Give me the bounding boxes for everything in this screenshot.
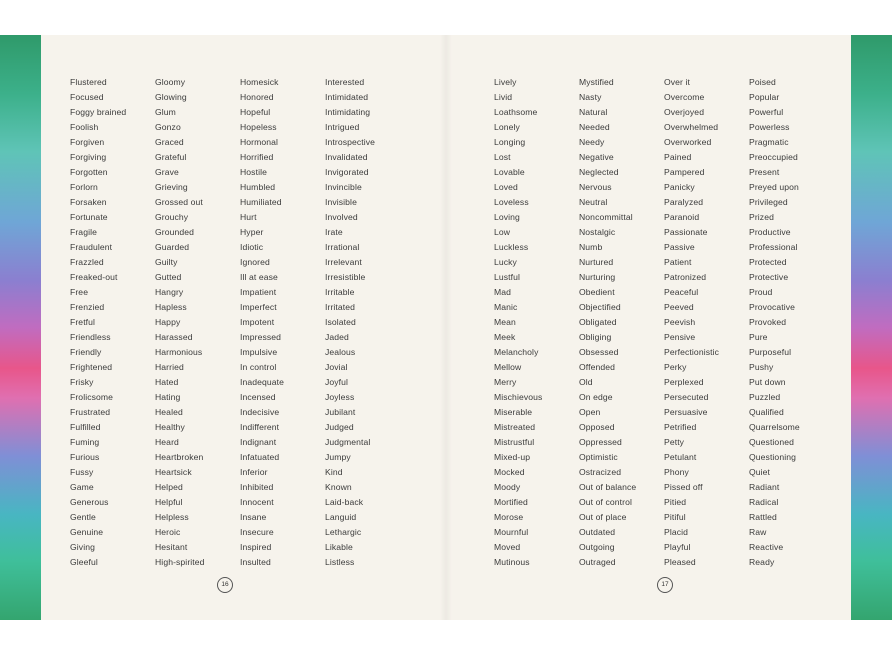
word-item: Jaded — [325, 332, 349, 342]
word-item: Needed — [579, 122, 610, 132]
word-item: Natural — [579, 107, 608, 117]
word-item: Jumpy — [325, 452, 351, 462]
word-item: Petrified — [664, 422, 697, 432]
right-page-column-3 — [664, 75, 754, 570]
word-item: Proud — [749, 287, 773, 297]
word-item: Harassed — [155, 332, 193, 342]
word-item: Lively — [494, 77, 517, 87]
left-page-column-2 — [155, 75, 245, 570]
word-item: Nurtured — [579, 257, 614, 267]
word-item: Optimistic — [579, 452, 618, 462]
word-item: Invigorated — [325, 167, 369, 177]
word-item: Lethargic — [325, 527, 362, 537]
word-item: Present — [749, 167, 780, 177]
word-item: Gloomy — [155, 77, 186, 87]
word-item: Heartbroken — [155, 452, 204, 462]
word-item: Old — [579, 377, 593, 387]
word-item: Nervous — [579, 182, 612, 192]
word-item: Over it — [664, 77, 691, 87]
word-item: Lost — [494, 152, 511, 162]
word-item: Radical — [749, 497, 779, 507]
word-item: Honored — [240, 92, 274, 102]
word-item: Overwhelmed — [664, 122, 719, 132]
word-item: Outdated — [579, 527, 616, 537]
word-item: Privileged — [749, 197, 788, 207]
word-item: Gleeful — [70, 557, 98, 567]
word-item: Loving — [494, 212, 520, 222]
word-item: Grateful — [155, 152, 187, 162]
word-item: Puzzled — [749, 392, 781, 402]
word-item: Outraged — [579, 557, 616, 567]
word-item: Impulsive — [240, 347, 278, 357]
word-item: Fulfilled — [70, 422, 101, 432]
word-item: Frolicsome — [70, 392, 114, 402]
word-item: Ready — [749, 557, 775, 567]
word-item: Persuasive — [664, 407, 708, 417]
word-item: Idiotic — [240, 242, 264, 252]
word-item: Hating — [155, 392, 181, 402]
word-item: Hostile — [240, 167, 267, 177]
word-item: Neglected — [579, 167, 619, 177]
word-item: Giving — [70, 542, 95, 552]
word-item: Pure — [749, 332, 768, 342]
word-item: Fragile — [70, 227, 97, 237]
book-spread — [0, 35, 892, 620]
word-item: Generous — [70, 497, 109, 507]
word-item: Put down — [749, 377, 786, 387]
word-item: Ignored — [240, 257, 270, 267]
word-item: Insecure — [240, 527, 274, 537]
word-item: Gentle — [70, 512, 96, 522]
word-item: Pragmatic — [749, 137, 789, 147]
word-item: Inferior — [240, 467, 268, 477]
word-item: Irate — [325, 227, 343, 237]
left-page-column-3 — [240, 75, 330, 570]
word-item: Grossed out — [155, 197, 203, 207]
word-item: Popular — [749, 92, 780, 102]
word-item: Professional — [749, 242, 798, 252]
word-item: Helpful — [155, 497, 183, 507]
word-item: Powerless — [749, 122, 790, 132]
word-item: Game — [70, 482, 94, 492]
word-item: Rattled — [749, 512, 777, 522]
word-item: Noncommittal — [579, 212, 633, 222]
word-item: Introspective — [325, 137, 376, 147]
word-item: Preoccupied — [749, 152, 798, 162]
word-item: Hyper — [240, 227, 264, 237]
word-item: Heroic — [155, 527, 181, 537]
word-item: Productive — [749, 227, 791, 237]
word-item: Imperfect — [240, 302, 277, 312]
word-item: Laid-back — [325, 497, 364, 507]
word-item: Frenzied — [70, 302, 105, 312]
word-item: Focused — [70, 92, 104, 102]
word-item: Nasty — [579, 92, 602, 102]
word-item: Opposed — [579, 422, 615, 432]
word-item: Isolated — [325, 317, 356, 327]
word-item: Friendly — [70, 347, 102, 357]
word-item: Hormonal — [240, 137, 279, 147]
word-item: Grave — [155, 167, 179, 177]
word-item: Moved — [494, 542, 521, 552]
word-item: Pensive — [664, 332, 696, 342]
word-item: Glowing — [155, 92, 187, 102]
word-item: Paralyzed — [664, 197, 704, 207]
word-item: Ostracized — [579, 467, 622, 477]
word-item: Joyless — [325, 392, 355, 402]
word-item: Perplexed — [664, 377, 704, 387]
word-item: Panicky — [664, 182, 695, 192]
word-item: Melancholy — [494, 347, 539, 357]
word-item: Pitiful — [664, 512, 686, 522]
word-item: Interested — [325, 77, 365, 87]
word-item: Irritable — [325, 287, 355, 297]
word-item: Lonely — [494, 122, 520, 132]
word-item: Mystified — [579, 77, 614, 87]
word-item: Fortunate — [70, 212, 108, 222]
word-item: Lucky — [494, 257, 517, 267]
word-item: Miserable — [494, 407, 533, 417]
left-page-column-4 — [325, 75, 415, 570]
word-item: Foggy brained — [70, 107, 127, 117]
word-item: Mistrustful — [494, 437, 535, 447]
word-item: Flustered — [70, 77, 107, 87]
word-item: Provocative — [749, 302, 795, 312]
word-item: Mistreated — [494, 422, 536, 432]
word-item: Perky — [664, 362, 687, 372]
word-item: Pampered — [664, 167, 705, 177]
word-item: Radiant — [749, 482, 780, 492]
word-item: Hangry — [155, 287, 184, 297]
word-item: On edge — [579, 392, 613, 402]
word-item: Out of place — [579, 512, 627, 522]
right-page-column-4 — [749, 75, 839, 570]
word-item: Jovial — [325, 362, 348, 372]
word-item: Grounded — [155, 227, 195, 237]
word-item: Obedient — [579, 287, 615, 297]
word-item: Grouchy — [155, 212, 189, 222]
word-item: Judgmental — [325, 437, 371, 447]
word-item: Forgiven — [70, 137, 105, 147]
word-item: Heartsick — [155, 467, 192, 477]
word-item: Mean — [494, 317, 516, 327]
word-item: Poised — [749, 77, 776, 87]
word-item: Mad — [494, 287, 512, 297]
word-item: Insane — [240, 512, 267, 522]
word-item: Happy — [155, 317, 181, 327]
word-item: Morose — [494, 512, 524, 522]
word-item: Manic — [494, 302, 518, 312]
word-item: Pissed off — [664, 482, 703, 492]
word-item: Furious — [70, 452, 100, 462]
word-item: Raw — [749, 527, 767, 537]
word-item: Protected — [749, 257, 787, 267]
word-item: In control — [240, 362, 277, 372]
word-item: Innocent — [240, 497, 274, 507]
word-item: Irrelevant — [325, 257, 362, 267]
word-item: Forsaken — [70, 197, 107, 207]
book-gutter — [440, 35, 452, 620]
word-item: Freaked-out — [70, 272, 118, 282]
word-item: Mocked — [494, 467, 525, 477]
word-item: Low — [494, 227, 511, 237]
left-page-column-1 — [70, 75, 160, 570]
word-item: Questioning — [749, 452, 796, 462]
word-item: Pushy — [749, 362, 774, 372]
word-item: Frisky — [70, 377, 94, 387]
word-item: Forgiving — [70, 152, 107, 162]
word-item: Needy — [579, 137, 605, 147]
word-item: Jubilant — [325, 407, 356, 417]
word-item: Hesitant — [155, 542, 188, 552]
word-item: Nurturing — [579, 272, 616, 282]
right-page-column-1 — [494, 75, 584, 570]
word-item: Quiet — [749, 467, 771, 477]
word-item: Joyful — [325, 377, 349, 387]
word-item: Graced — [155, 137, 184, 147]
word-item: Petulant — [664, 452, 697, 462]
word-item: Pitied — [664, 497, 687, 507]
word-item: Powerful — [749, 107, 784, 117]
left-page-number: 16 — [217, 577, 233, 593]
word-item: Involved — [325, 212, 358, 222]
word-item: Mischievous — [494, 392, 543, 402]
word-item: Longing — [494, 137, 526, 147]
word-item: Obsessed — [579, 347, 619, 357]
word-item: Moody — [494, 482, 521, 492]
word-item: Obliging — [579, 332, 612, 342]
word-item: Frustrated — [70, 407, 111, 417]
word-item: Homesick — [240, 77, 279, 87]
word-item: Questioned — [749, 437, 794, 447]
word-item: Harmonious — [155, 347, 203, 357]
word-item: Outgoing — [579, 542, 615, 552]
word-item: Intimidated — [325, 92, 369, 102]
word-item: Persecuted — [664, 392, 709, 402]
word-item: Impatient — [240, 287, 277, 297]
word-item: High-spirited — [155, 557, 205, 567]
word-item: Frazzled — [70, 257, 104, 267]
word-item: Overcome — [664, 92, 705, 102]
word-item: Heard — [155, 437, 179, 447]
word-item: Obligated — [579, 317, 617, 327]
word-item: Overworked — [664, 137, 712, 147]
word-item: Mixed-up — [494, 452, 531, 462]
word-item: Out of balance — [579, 482, 637, 492]
word-item: Mellow — [494, 362, 522, 372]
word-item: Luckless — [494, 242, 529, 252]
word-item: Languid — [325, 512, 357, 522]
word-item: Protective — [749, 272, 789, 282]
word-item: Petty — [664, 437, 685, 447]
word-item: Hopeless — [240, 122, 277, 132]
word-item: Paranoid — [664, 212, 700, 222]
word-item: Loathsome — [494, 107, 538, 117]
word-item: Mutinous — [494, 557, 530, 567]
word-item: Humbled — [240, 182, 276, 192]
word-item: Negative — [579, 152, 614, 162]
word-item: Numb — [579, 242, 603, 252]
word-item: Overjoyed — [664, 107, 705, 117]
word-item: Grieving — [155, 182, 188, 192]
word-item: Forlorn — [70, 182, 98, 192]
word-item: Horrified — [240, 152, 274, 162]
word-item: Invalidated — [325, 152, 368, 162]
word-item: Lovable — [494, 167, 525, 177]
word-item: Kind — [325, 467, 343, 477]
word-item: Patronized — [664, 272, 707, 282]
right-watercolor-edge — [851, 35, 892, 620]
word-item: Oppressed — [579, 437, 622, 447]
word-item: Fretful — [70, 317, 96, 327]
word-item: Indecisive — [240, 407, 280, 417]
word-item: Pleased — [664, 557, 696, 567]
word-item: Jealous — [325, 347, 356, 357]
word-item: Gonzo — [155, 122, 181, 132]
word-item: Irresistible — [325, 272, 366, 282]
word-item: Indifferent — [240, 422, 280, 432]
word-item: Loveless — [494, 197, 529, 207]
word-item: Humiliated — [240, 197, 282, 207]
word-item: Intrigued — [325, 122, 360, 132]
word-item: Irritated — [325, 302, 356, 312]
word-item: Mortified — [494, 497, 528, 507]
word-item: Glum — [155, 107, 176, 117]
word-item: Listless — [325, 557, 355, 567]
word-item: Genuine — [70, 527, 104, 537]
word-item: Hapless — [155, 302, 187, 312]
word-item: Hopeful — [240, 107, 271, 117]
word-item: Inspired — [240, 542, 272, 552]
word-item: Fraudulent — [70, 242, 113, 252]
word-item: Hurt — [240, 212, 257, 222]
word-item: Playful — [664, 542, 691, 552]
word-item: Peeved — [664, 302, 694, 312]
word-item: Healthy — [155, 422, 185, 432]
word-item: Ill at ease — [240, 272, 278, 282]
word-item: Guarded — [155, 242, 190, 252]
word-item: Phony — [664, 467, 689, 477]
word-item: Healed — [155, 407, 183, 417]
word-item: Peaceful — [664, 287, 699, 297]
word-item: Impotent — [240, 317, 275, 327]
word-item: Passionate — [664, 227, 708, 237]
word-item: Qualified — [749, 407, 784, 417]
word-item: Merry — [494, 377, 517, 387]
word-item: Incensed — [240, 392, 276, 402]
word-item: Impressed — [240, 332, 282, 342]
right-page-number: 17 — [657, 577, 673, 593]
word-item: Nostalgic — [579, 227, 616, 237]
word-item: Fuming — [70, 437, 100, 447]
word-item: Perfectionistic — [664, 347, 719, 357]
word-item: Provoked — [749, 317, 787, 327]
word-item: Frightened — [70, 362, 113, 372]
word-item: Foolish — [70, 122, 99, 132]
word-item: Free — [70, 287, 89, 297]
word-item: Objectified — [579, 302, 621, 312]
word-item: Meek — [494, 332, 516, 342]
word-item: Helpless — [155, 512, 189, 522]
word-item: Inhibited — [240, 482, 274, 492]
word-item: Prized — [749, 212, 774, 222]
word-item: Mournful — [494, 527, 529, 537]
word-item: Intimidating — [325, 107, 371, 117]
word-item: Infatuated — [240, 452, 280, 462]
word-item: Loved — [494, 182, 518, 192]
word-item: Gutted — [155, 272, 182, 282]
word-item: Livid — [494, 92, 513, 102]
word-item: Lustful — [494, 272, 521, 282]
word-item: Fussy — [70, 467, 94, 477]
word-item: Judged — [325, 422, 354, 432]
word-item: Neutral — [579, 197, 608, 207]
word-item: Invisible — [325, 197, 357, 207]
word-item: Preyed upon — [749, 182, 799, 192]
word-item: Pained — [664, 152, 692, 162]
word-item: Guilty — [155, 257, 178, 267]
word-item: Friendless — [70, 332, 111, 342]
word-item: Harried — [155, 362, 184, 372]
word-item: Placid — [664, 527, 689, 537]
word-item: Invincible — [325, 182, 362, 192]
word-item: Offended — [579, 362, 616, 372]
word-item: Forgotten — [70, 167, 108, 177]
word-item: Insulted — [240, 557, 271, 567]
right-page-column-2 — [579, 75, 669, 570]
word-item: Hated — [155, 377, 179, 387]
word-item: Reactive — [749, 542, 784, 552]
word-item: Inadequate — [240, 377, 285, 387]
word-item: Helped — [155, 482, 183, 492]
left-watercolor-edge — [0, 35, 41, 620]
word-item: Quarrelsome — [749, 422, 800, 432]
word-item: Indignant — [240, 437, 277, 447]
word-item: Known — [325, 482, 352, 492]
word-item: Passive — [664, 242, 695, 252]
word-item: Purposeful — [749, 347, 792, 357]
word-item: Patient — [664, 257, 692, 267]
word-item: Likable — [325, 542, 353, 552]
word-item: Out of control — [579, 497, 632, 507]
word-item: Irrational — [325, 242, 360, 252]
word-item: Open — [579, 407, 601, 417]
word-item: Peevish — [664, 317, 696, 327]
